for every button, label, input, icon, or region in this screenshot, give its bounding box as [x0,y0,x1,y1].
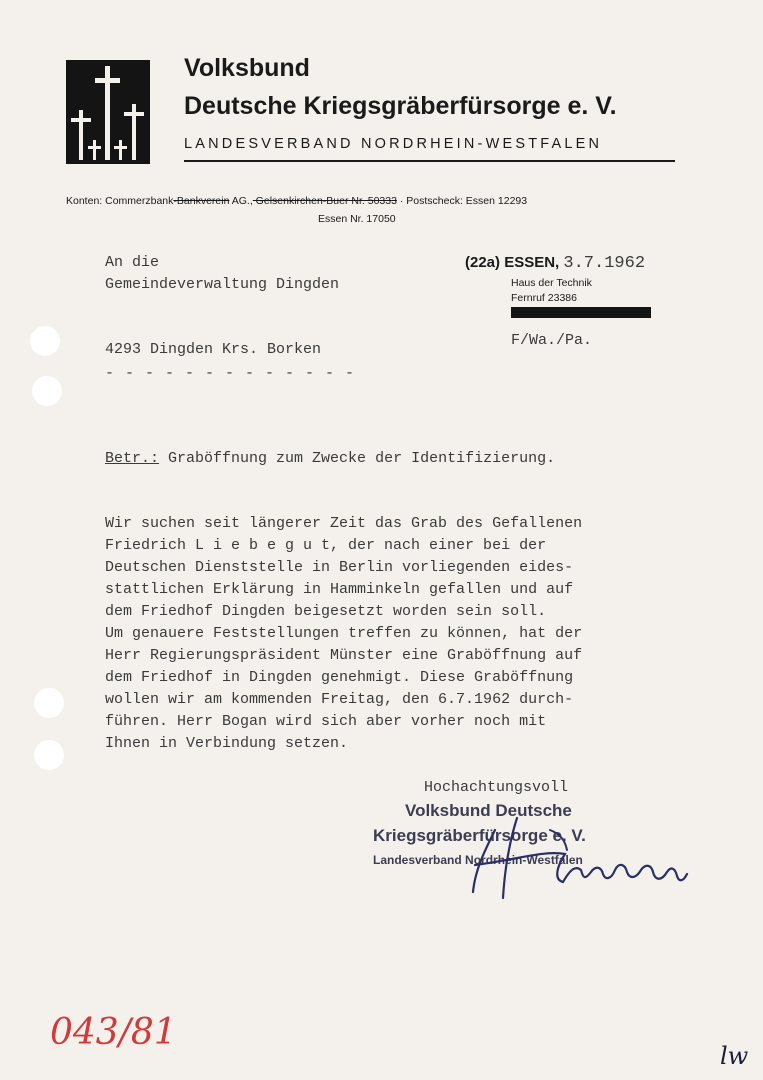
recipient-line1: An die [105,254,160,271]
handwritten-signature [455,810,695,900]
closing-greeting: Hochachtungsvoll [424,779,569,796]
archive-number-handwritten [50,1004,225,1054]
place-and-date [465,254,645,273]
punch-hole [34,688,64,718]
accounts-struck-gelsenkirchen: Gelsenkirchen-Buer Nr. 50333 [252,195,397,207]
subject-text: Graböffnung zum Zwecke der Identifizierung. [168,450,556,467]
subject-line [105,450,555,467]
punch-hole [32,376,62,406]
stamp-line3: Landesverband Nordrhein-Westfalen [373,853,583,867]
phone-number: Fernruf 23386 [511,292,577,304]
archive-number-text: 043/81 [50,1012,177,1053]
postcode: (22a) [465,254,501,271]
stamp-line2: Kriegsgräberfürsorge e. V. [373,826,586,845]
subject-label: Betr.: [105,450,160,467]
letter-date: 3.7.1962 [563,254,646,273]
city: ESSEN, [504,254,560,271]
body-line: Herr Regierungspräsident Münster eine Graböffnung auf [105,647,583,664]
letterhead-rule [184,160,675,162]
body-line: Um genauere Feststellungen treffen zu können, hat der [105,625,583,642]
body-line: führen. Herr Bogan wird sich aber vorher noch mit [105,713,547,730]
body-line: dem Friedhof Dingden beigesetzt worden sein soll. [105,603,547,620]
corner-initials-text: lw [720,1042,749,1070]
accounts-postscheck: · Postscheck: Essen 12293 [396,195,528,207]
bank-accounts-line2: Essen Nr. 17050 [318,213,396,225]
punch-hole [34,740,64,770]
body-line: wollen wir am kommenden Freitag, den 6.7.1962 durch- [105,691,574,708]
building-name: Haus der Technik [511,277,592,289]
org-name-line1: Volksbund [184,54,310,82]
org-regional-association: LANDESVERBAND NORDRHEIN-WESTFALEN [184,136,603,152]
org-name-line2: Deutsche Kriegsgräberfürsorge e. V. [184,92,617,120]
reference-code: F/Wa./Pa. [511,332,593,349]
recipient-line2: Gemeindeverwaltung Dingden [105,276,340,293]
accounts-struck-bankverein: -Bankverein [173,195,230,207]
stamp-line1: Volksbund Deutsche [405,801,572,820]
recipient-underline-dashes: - - - - - - - - - - - - - [105,365,356,382]
corner-initials-handwritten [718,1030,758,1072]
body-line: Ihnen in Verbindung setzen. [105,735,349,752]
redaction-bar [511,307,651,318]
recipient-line3: 4293 Dingden Krs. Borken [105,341,322,358]
accounts-mid: AG., [229,195,253,207]
bank-accounts-line [66,195,527,207]
body-line: Deutschen Dienststelle in Berlin vorliegenden eides- [105,559,574,576]
body-line: dem Friedhof in Dingden genehmigt. Diese Graböffnung [105,669,574,686]
body-line: stattlichen Erklärung in Hamminkeln gefallen und auf [105,581,574,598]
body-line: Wir suchen seit längerer Zeit das Grab des Gefallenen [105,515,583,532]
three-crosses-icon [66,60,150,164]
accounts-prefix: Konten: Commerzbank [66,195,174,207]
body-line: Friedrich L i e b e g u t, der nach einer bei der [105,537,547,554]
punch-hole [30,326,60,356]
